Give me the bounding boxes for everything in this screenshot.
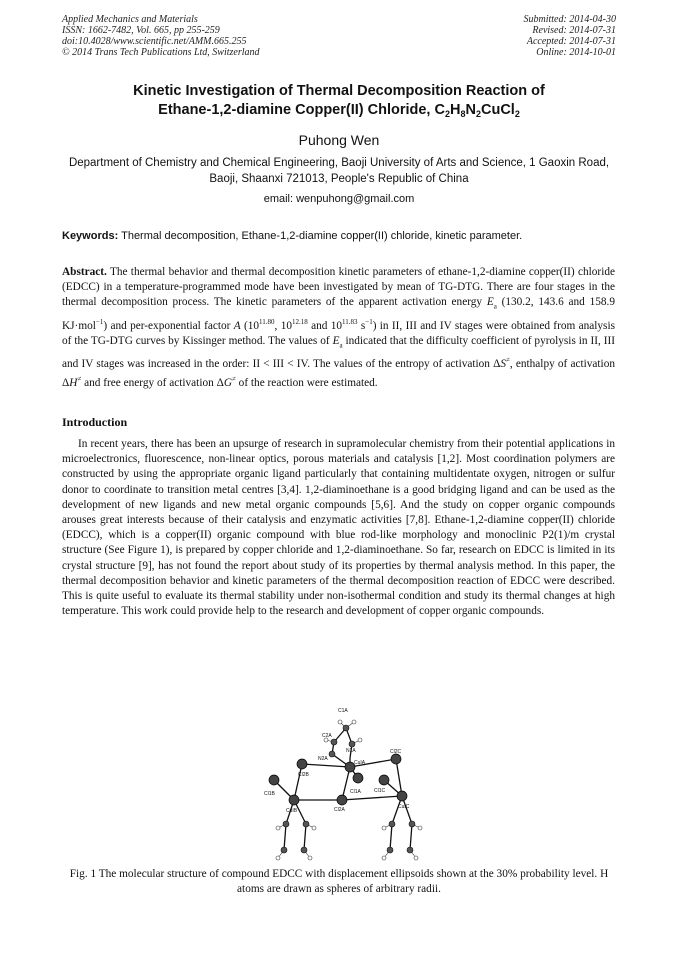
atom-label: C2A	[322, 733, 332, 739]
keywords-text: Thermal decomposition, Ethane-1,2-diamine copper(II) chloride, kinetic parameter.	[118, 230, 523, 242]
submitted-date: Submitted: 2014-04-30	[523, 14, 616, 25]
affiliation: Department of Chemistry and Chemical Engineering, Baoji University of Arts and Science, 1 Gaoxin Road, Baoji, Shaanxi 721013, People's Republic of China	[68, 157, 610, 185]
dates-info	[524, 14, 617, 58]
atom-label: Cl1C	[374, 788, 386, 794]
molecular-structure-figure	[258, 700, 428, 895]
atom-label: N2A	[318, 756, 328, 762]
introduction-paragraph: In recent years, there has been an upsurge of research in supramolecular chemistry from their potential applications in microelectronics, fluorescence, non-linear optics, porous materials and catalysis [1,2]. Most coordination polymers are constructed by using the appropriate organic ligand particularly that containing multidentate oxygen, nitrogen or sulfur donor to coordinate to transition metal centres [3,4]. 1,2-diaminoethane is a good bridging ligand and can be used as the development of new ligands and new metal organic compounds [5,6]. And the study on copper organic compounds arouses great interests because of their catalysis and enzymatic activities [7,8]. Ethane-1,2-diamine copper(II) chloride (EDCC), which is a copper(II) organic compound with blue rod-like morphology and monoclinic P2(1)/m crystal structure (See Figure 1), is prepared by copper chloride and 1,2-diaminoethane. So far, research on EDCC is limited in its crystal structure [9], has not found the report about study of its properties by thermal analysis method. In this paper, the thermal decomposition behavior and kinetic parameters of the thermal decomposition reaction of EDCC were described. This is quite useful to evaluate its thermal stability under non-isothermal condition and study its thermal changes at high temperature. This work could provide help to the research and development of copper organic compounds.	[62, 438, 615, 618]
atom-label: CuIB	[286, 808, 298, 814]
journal-name: Applied Mechanics and Materials	[62, 14, 198, 25]
abstract-label: Abstract.	[62, 266, 107, 278]
paper-title	[40, 82, 638, 121]
atom-label: Cl1A	[350, 789, 361, 795]
atom-label: CuIA	[354, 760, 366, 766]
atom-label: Cl2A	[334, 807, 345, 813]
accepted-date: Accepted: 2014-07-31	[526, 36, 616, 47]
title-line-2: Ethane-1,2-diamine Copper(II) Chloride, $C_2H_8N_2CuCl_2$	[158, 102, 520, 119]
copyright: © 2014 Trans Tech Publications Ltd, Switzerland	[62, 47, 260, 58]
author-email: email: wenpuhong@gmail.com	[263, 193, 415, 205]
revised-date: Revised: 2014-07-31	[532, 25, 616, 36]
abstract: Abstract. The thermal behavior and thermal decomposition kinetic parameters of ethane-1,2-diamine copper(II) chloride (EDCC) in a temperature-programmed mode have been investigated by mean of TG-DTG. There are four stages in the thermal decomposition process. The kinetic parameters of the apparent activation energy $E_a$ (130.2, 143.6 and 158.9 KJ·mol$^{-1}$) and per-exponential factor A ($10^{11.80}$, $10^{12.18}$ and $10^{11.83}$ $s^{-1}$) in II, III and IV stages were obtained from analysis of the TG-DTG curves by Kissinger method. The values of $E_a$ indicated that the difficulty coefficient of pyrolysis in II, III and IV stages was increased in the order: II < III < IV. The values of the entropy of activation ΔS≠, enthalpy of activation ΔH≠ and free energy of activation ΔG≠ of the reaction were estimated.	[62, 266, 616, 390]
atom-label: CuIC	[398, 804, 410, 810]
title-line-1: Kinetic Investigation of Thermal Decomposition Reaction of	[133, 83, 545, 99]
atom-label: Cl2B	[298, 772, 309, 778]
journal-info	[62, 14, 260, 58]
atom-label: N1A	[346, 748, 356, 754]
atom-label: Cl2C	[390, 749, 402, 755]
issn: ISSN: 1662-7482, Vol. 665, pp 255-259	[62, 25, 220, 36]
keywords-label: Keywords:	[62, 230, 119, 242]
author-name: Puhong Wen	[298, 132, 380, 148]
introduction-heading: Introduction	[62, 415, 128, 429]
figure-caption: Fig. 1 The molecular structure of compound EDCC with displacement ellipsoids shown at the 30% probability level. H atoms are drawn as spheres of arbitrary radii.	[69, 868, 609, 895]
atom-label: C1A	[338, 708, 348, 714]
keywords	[62, 230, 618, 242]
doi: doi:10.4028/www.scientific.net/AMM.665.255	[62, 36, 247, 47]
online-date: Online: 2014-10-01	[536, 47, 616, 58]
atom-label: Cl1B	[264, 791, 275, 797]
